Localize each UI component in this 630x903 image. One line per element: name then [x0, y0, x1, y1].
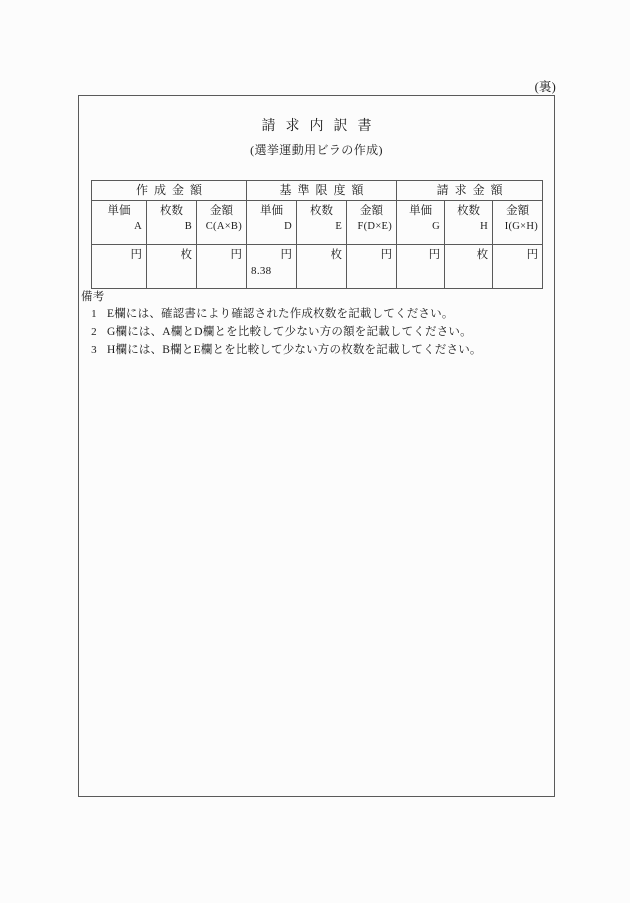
table-row-entry: [92, 245, 543, 289]
table-row-column-headers: [92, 201, 543, 245]
column-code: I(G×H): [504, 221, 539, 232]
note-number: 2: [91, 326, 97, 338]
group-header-claim-amount: 請求金額: [397, 181, 543, 201]
back-side-marker: (裏): [534, 80, 556, 94]
entry-cell-d[interactable]: [247, 245, 297, 289]
column-header-unit-price-a: [92, 201, 147, 245]
column-label: 金額: [506, 205, 530, 217]
unit-symbol: 枚: [476, 249, 489, 261]
entry-cell-b[interactable]: [147, 245, 197, 289]
group-header-standard-limit: 基準限度額: [247, 181, 397, 201]
column-label: 枚数: [160, 205, 183, 217]
entry-cell-i[interactable]: [493, 245, 543, 289]
note-text: G欄には、A欄とD欄とを比較して少ない方の額を記載してください。: [107, 326, 472, 338]
note-number: 1: [91, 308, 97, 320]
unit-symbol: 円: [428, 249, 441, 261]
note-item-1: [81, 305, 541, 323]
column-code: F(D×E): [357, 221, 393, 232]
note-text: H欄には、B欄とE欄とを比較して少ない方の枚数を記載してください。: [107, 344, 482, 356]
invoice-breakdown-table: [91, 180, 543, 289]
column-label: 単価: [409, 205, 433, 217]
entry-value: 8.38: [251, 265, 272, 277]
column-header-sheets-h: [445, 201, 493, 245]
column-header-sheets-b: [147, 201, 197, 245]
document-frame: [78, 95, 555, 797]
entry-cell-g[interactable]: [397, 245, 445, 289]
unit-symbol: 円: [280, 249, 293, 261]
column-code: A: [134, 221, 142, 232]
notes-section: [81, 289, 541, 359]
column-code: D: [284, 221, 293, 232]
column-code: B: [184, 221, 192, 232]
note-item-3: [81, 341, 541, 359]
note-item-2: [81, 323, 541, 341]
notes-heading: 備考: [81, 291, 105, 303]
group-header-creation-amount: 作成金額: [92, 181, 247, 201]
column-header-amount-c: [197, 201, 247, 245]
page-title: 請求内訳書: [261, 119, 382, 134]
entry-cell-h[interactable]: [445, 245, 493, 289]
column-label: 単価: [107, 205, 131, 217]
entry-cell-e[interactable]: [297, 245, 347, 289]
note-number: 3: [91, 344, 97, 356]
column-header-amount-i: [493, 201, 543, 245]
unit-symbol: 円: [380, 249, 393, 261]
entry-cell-c[interactable]: [197, 245, 247, 289]
column-label: 枚数: [310, 205, 334, 217]
unit-symbol: 円: [130, 249, 142, 261]
title-block: [79, 117, 554, 159]
column-code: C(A×B): [205, 221, 243, 232]
unit-symbol: 枚: [180, 249, 192, 261]
column-code: E: [335, 221, 343, 232]
column-label: 単価: [260, 205, 284, 217]
unit-symbol: 枚: [330, 249, 343, 261]
column-header-sheets-e: [297, 201, 347, 245]
entry-cell-a[interactable]: [92, 245, 147, 289]
column-code: G: [432, 221, 441, 232]
unit-symbol: 円: [526, 249, 539, 261]
column-label: 金額: [360, 205, 384, 217]
column-label: 枚数: [457, 205, 481, 217]
column-header-unit-price-g: [397, 201, 445, 245]
column-code: H: [480, 221, 489, 232]
entry-cell-f[interactable]: [347, 245, 397, 289]
page-subtitle: (選挙運動用ビラの作成): [250, 143, 383, 157]
column-header-unit-price-d: [247, 201, 297, 245]
table-row-group-headers: [92, 181, 543, 201]
column-label: 金額: [210, 205, 234, 217]
unit-symbol: 円: [230, 249, 243, 261]
note-text: E欄には、確認書により確認された作成枚数を記載してください。: [107, 308, 454, 320]
column-header-amount-f: [347, 201, 397, 245]
